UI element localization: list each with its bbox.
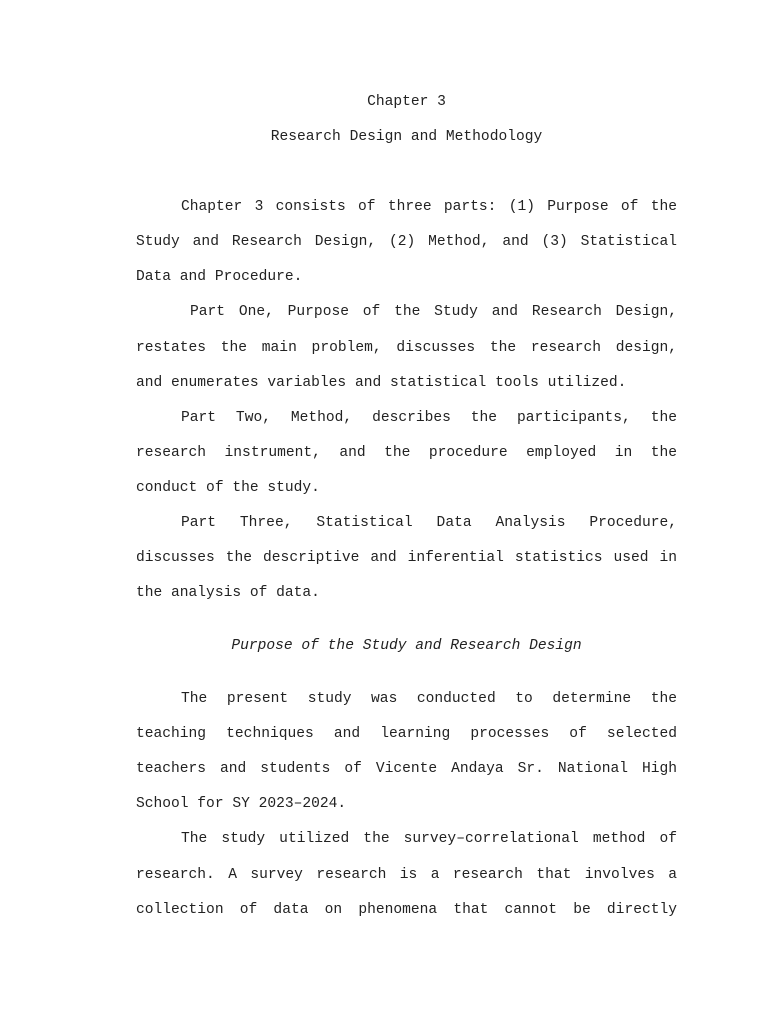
paragraph-line: research. A survey research is a research that involves a bbox=[136, 867, 677, 883]
chapter-title: Research Design and Methodology bbox=[270, 129, 543, 145]
paragraph-line: the analysis of data. bbox=[136, 585, 320, 601]
paragraph-line: Study and Research Design, (2) Method, and (3) Statistical bbox=[136, 234, 677, 250]
paragraph-line: The present study was conducted to determine the bbox=[181, 691, 677, 707]
paragraph-line: teachers and students of Vicente Andaya Sr. National High bbox=[136, 761, 677, 777]
paragraph-line: Part Two, Method, describes the participants, the bbox=[181, 410, 677, 426]
paragraph-line: Part Three, Statistical Data Analysis Procedure, bbox=[181, 515, 677, 531]
paragraph-line: teaching techniques and learning processes of selected bbox=[136, 726, 677, 742]
paragraph-line: Data and Procedure. bbox=[136, 269, 303, 285]
paragraph-line: School for SY 2023–2024. bbox=[136, 796, 347, 812]
paragraph-line: research instrument, and the procedure employed in the bbox=[136, 445, 677, 461]
paragraph-line: and enumerates variables and statistical tools utilized. bbox=[136, 375, 627, 391]
section-heading: Purpose of the Study and Research Design bbox=[231, 638, 582, 654]
paragraph-line: collection of data on phenomena that cannot be directly bbox=[136, 902, 677, 918]
paragraph-line: The study utilized the survey–correlational method of bbox=[181, 831, 677, 847]
paragraph-line: conduct of the study. bbox=[136, 480, 320, 496]
paragraph-line: Part One, Purpose of the Study and Research Design, bbox=[190, 304, 677, 320]
chapter-label: Chapter 3 bbox=[367, 94, 446, 110]
paragraph-line: Chapter 3 consists of three parts: (1) Purpose of the bbox=[181, 199, 677, 215]
paragraph-line: discusses the descriptive and inferential statistics used in bbox=[136, 550, 677, 566]
paragraph-line: restates the main problem, discusses the research design, bbox=[136, 340, 677, 356]
